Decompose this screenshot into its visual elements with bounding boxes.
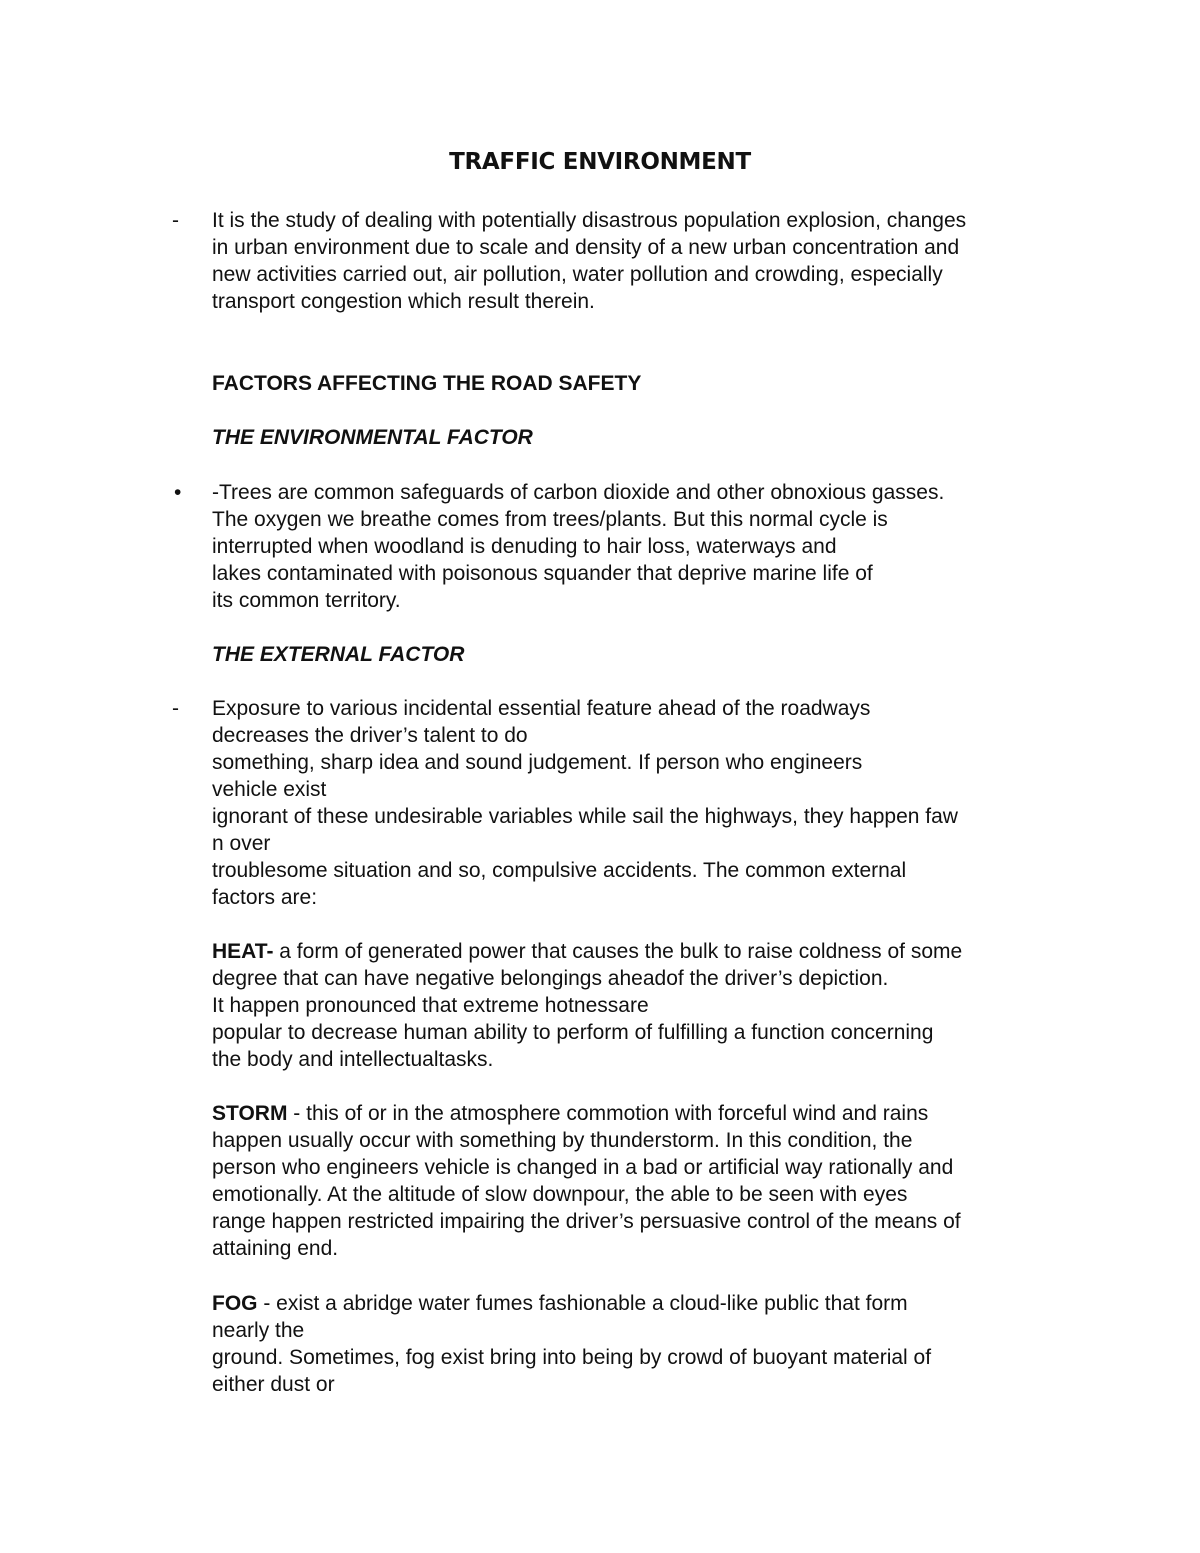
paragraph-line: the body and intellectualtasks. (212, 1048, 494, 1071)
section-heading: FACTORS AFFECTING THE ROAD SAFETY (212, 372, 642, 395)
document-title: TRAFFIC ENVIRONMENT (449, 149, 751, 175)
paragraph-line: n over (212, 832, 271, 855)
paragraph-line: Exposure to various incidental essential feature ahead of the roadways (212, 697, 871, 720)
fog-term: FOG (212, 1292, 258, 1315)
storm-term: STORM (212, 1102, 288, 1125)
fog-paragraph (212, 1290, 1082, 1398)
paragraph-line: in urban environment due to scale and density of a new urban concentration and (212, 236, 960, 259)
paragraph-line: range happen restricted impairing the driver’s persuasive control of the means of (212, 1210, 961, 1233)
paragraph-line: lakes contaminated with poisonous squander that deprive marine life of (212, 562, 873, 585)
paragraph-line: emotionally. At the altitude of slow downpour, the able to be seen with eyes (212, 1183, 908, 1206)
paragraph-line: person who engineers vehicle is changed in a bad or artificial way rationally and (212, 1156, 954, 1179)
external-paragraph (212, 695, 1082, 911)
paragraph-line: decreases the driver’s talent to do (212, 724, 528, 747)
environmental-paragraph (212, 479, 1082, 614)
paragraph-line: vehicle exist (212, 778, 327, 801)
paragraph-line: attaining end. (212, 1237, 339, 1260)
heat-term: HEAT- (212, 940, 274, 963)
paragraph-line (212, 1290, 1082, 1317)
paragraph-line: The oxygen we breathe comes from trees/plants. But this normal cycle is (212, 508, 888, 531)
paragraph-line: troublesome situation and so, compulsive accidents. The common external (212, 859, 907, 882)
paragraph-line: its common territory. (212, 589, 401, 612)
paragraph-line: It happen pronounced that extreme hotnessare (212, 994, 649, 1017)
intro-dash-marker: - (172, 209, 179, 232)
paragraph-line (212, 1100, 1082, 1127)
paragraph-line: popular to decrease human ability to perform of fulfilling a function concerning (212, 1021, 934, 1044)
paragraph-line: nearly the (212, 1319, 305, 1342)
paragraph-line: It is the study of dealing with potentially disastrous population explosion, changes (212, 209, 967, 232)
heat-paragraph (212, 938, 1082, 1073)
paragraph-line (212, 938, 1082, 965)
environmental-factor-heading: THE ENVIRONMENTAL FACTOR (212, 426, 533, 449)
intro-paragraph (212, 207, 1082, 315)
storm-paragraph (212, 1100, 1082, 1262)
paragraph-line: either dust or (212, 1373, 335, 1396)
paragraph-line: new activities carried out, air pollution, water pollution and crowding, especially (212, 263, 943, 286)
paragraph-line: -Trees are common safeguards of carbon dioxide and other obnoxious gasses. (212, 481, 945, 504)
fog-definition-start: - exist a abridge water fumes fashionable a cloud-like public that form (257, 1292, 908, 1315)
paragraph-line: ground. Sometimes, fog exist bring into being by crowd of buoyant material of (212, 1346, 932, 1369)
heat-definition-start: a form of generated power that causes the bulk to raise coldness of some (273, 940, 963, 963)
paragraph-line: something, sharp idea and sound judgement. If person who engineers (212, 751, 863, 774)
storm-definition-start: - this of or in the atmosphere commotion with forceful wind and rains (287, 1102, 929, 1125)
paragraph-line: factors are: (212, 886, 318, 909)
paragraph-line: ignorant of these undesirable variables while sail the highways, they happen faw (212, 805, 958, 828)
paragraph-line: degree that can have negative belongings aheadof the driver’s depiction. (212, 967, 889, 990)
bullet-marker: • (174, 481, 182, 504)
paragraph-line: happen usually occur with something by thunderstorm. In this condition, the (212, 1129, 913, 1152)
external-factor-heading: THE EXTERNAL FACTOR (212, 643, 465, 666)
external-dash-marker: - (172, 697, 179, 720)
paragraph-line: transport congestion which result therein. (212, 290, 595, 313)
paragraph-line: interrupted when woodland is denuding to hair loss, waterways and (212, 535, 837, 558)
